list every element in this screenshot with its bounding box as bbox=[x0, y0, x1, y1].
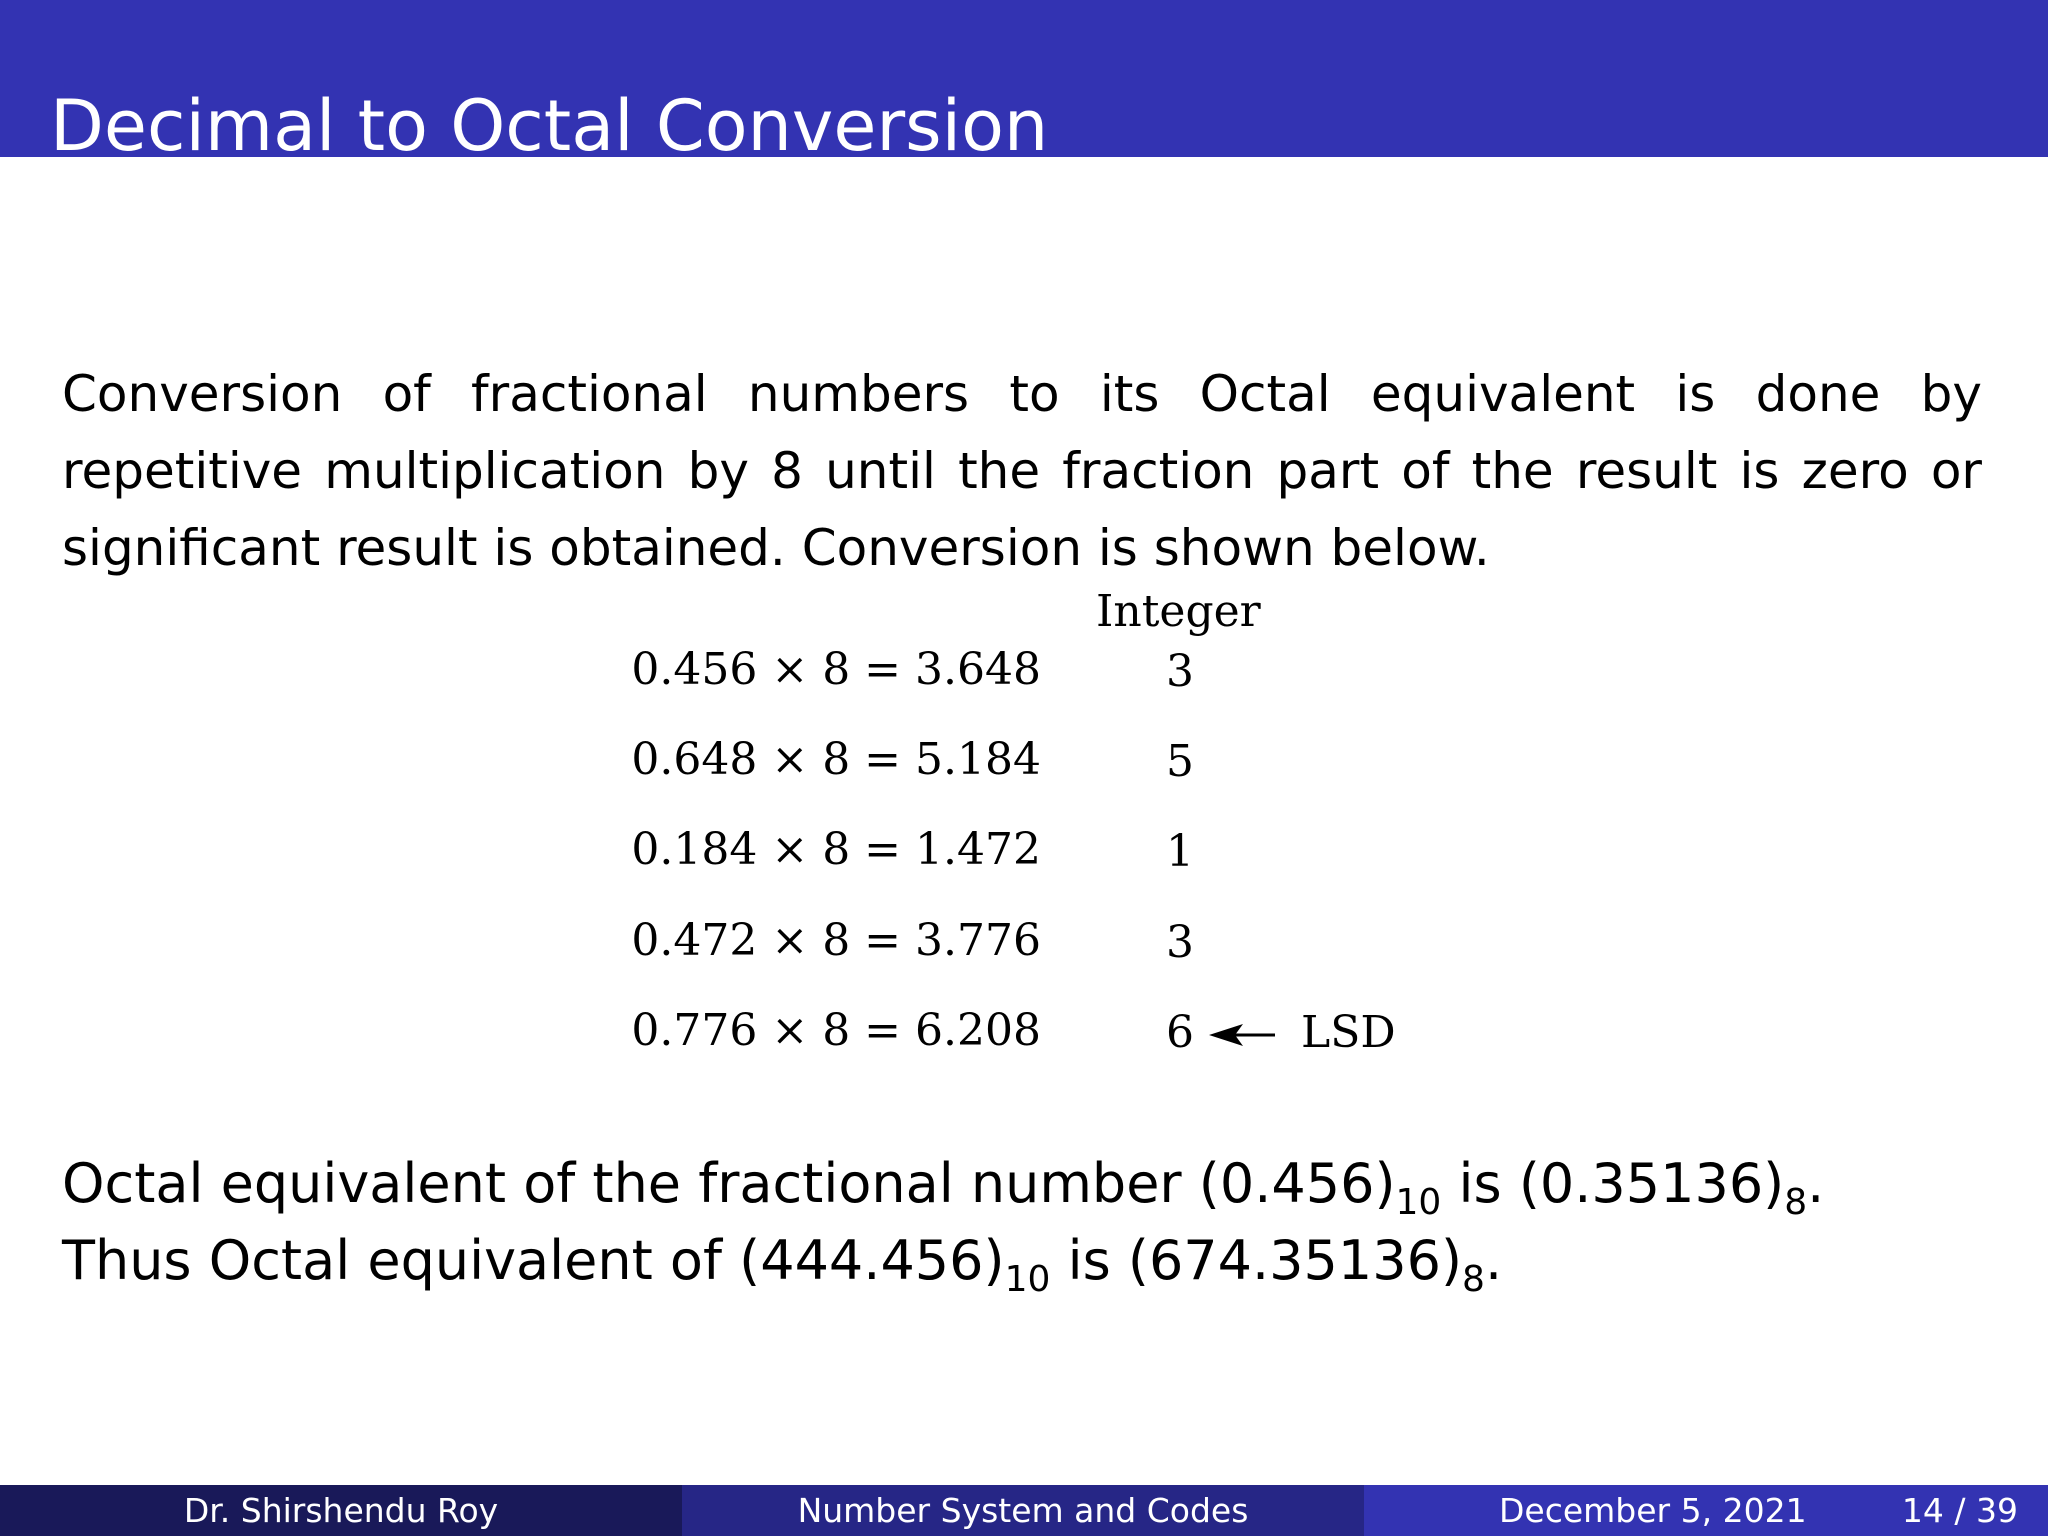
slide-title: Decimal to Octal Conversion bbox=[50, 84, 1049, 167]
left-arrow-icon bbox=[1209, 1023, 1277, 1047]
full-result-line bbox=[62, 1229, 1503, 1300]
result-suffix: . bbox=[1807, 1152, 1825, 1215]
footer-date: December 5, 2021 bbox=[1499, 1491, 1807, 1530]
result-connector: is bbox=[1050, 1229, 1128, 1292]
result-suffix: . bbox=[1484, 1229, 1503, 1292]
conversion-equation: 0.184 × 8 = 1.472 bbox=[631, 824, 1041, 875]
footer-topic: Number System and Codes bbox=[682, 1485, 1364, 1536]
integer-digit: 5 bbox=[1166, 736, 1194, 787]
decimal-value: (444.456) bbox=[739, 1229, 1005, 1292]
conversion-equation: 0.472 × 8 = 3.776 bbox=[631, 915, 1041, 966]
fraction-result-line bbox=[62, 1152, 1825, 1223]
footer-date-page bbox=[1364, 1485, 2048, 1536]
integer-digit: 6 bbox=[1166, 1007, 1194, 1058]
integer-digit: 1 bbox=[1166, 826, 1194, 877]
integer-digit: 3 bbox=[1166, 646, 1194, 697]
octal-base: 8 bbox=[1462, 1259, 1485, 1300]
result-prefix: Octal equivalent of the fractional number bbox=[62, 1152, 1199, 1215]
octal-value: (674.35136) bbox=[1127, 1229, 1463, 1292]
footer-bar bbox=[0, 1485, 2048, 1536]
page-number: 14 / 39 bbox=[1901, 1491, 2018, 1530]
conversion-equation: 0.648 × 8 = 5.184 bbox=[631, 734, 1041, 785]
integer-digit: 3 bbox=[1166, 917, 1194, 968]
decimal-base: 10 bbox=[1395, 1182, 1442, 1223]
conversion-equation: 0.456 × 8 = 3.648 bbox=[631, 644, 1041, 695]
decimal-base: 10 bbox=[1004, 1259, 1051, 1300]
intro-paragraph: Conversion of fractional numbers to its Octal equivalent is done by repetitive multiplication by 8 until the fraction part of the result is zero or significant result is obtained. Conversion is shown below. bbox=[62, 365, 1982, 577]
result-connector: is bbox=[1441, 1152, 1519, 1215]
footer-author: Dr. Shirshendu Roy bbox=[0, 1485, 682, 1536]
integer-column-header: Integer bbox=[1096, 586, 1261, 637]
lsd-label: LSD bbox=[1301, 1007, 1396, 1058]
octal-base: 8 bbox=[1784, 1182, 1808, 1223]
conversion-equation: 0.776 × 8 = 6.208 bbox=[631, 1005, 1041, 1056]
octal-value: (0.35136) bbox=[1518, 1152, 1785, 1215]
decimal-value: (0.456) bbox=[1198, 1152, 1396, 1215]
result-prefix: Thus Octal equivalent of bbox=[62, 1229, 740, 1292]
